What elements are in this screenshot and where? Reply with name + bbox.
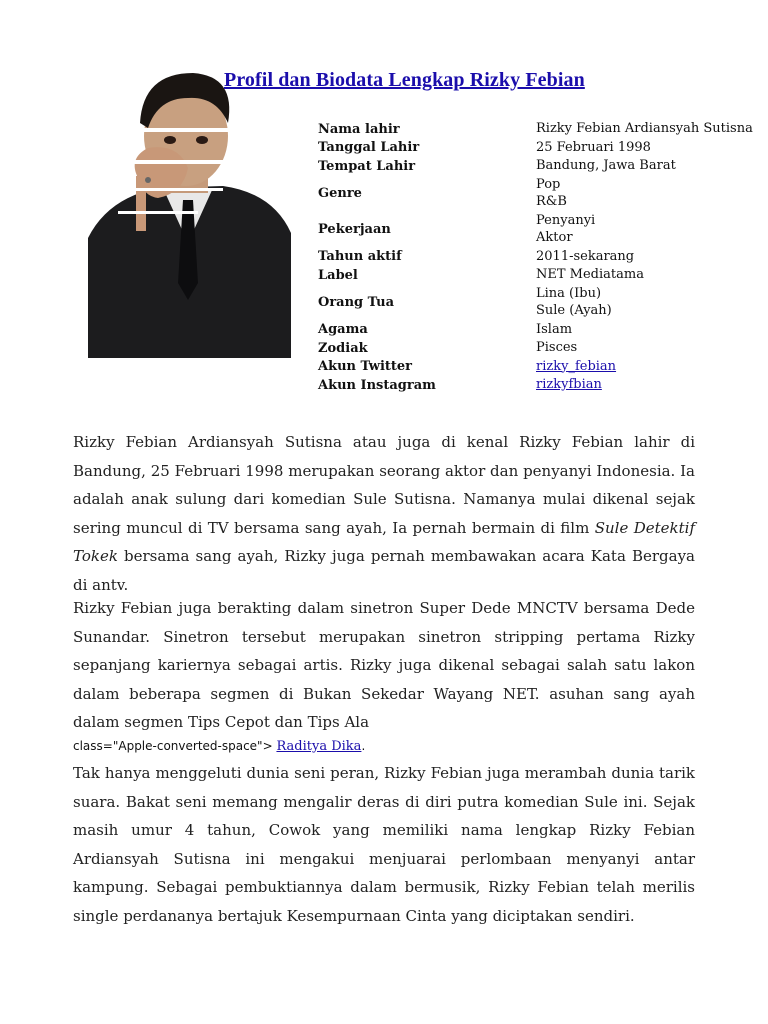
film-title: Sule Detektif Tokek: [73, 518, 696, 565]
paragraph-music: Tak hanya menggeluti dunia seni peran, Rizky Febian juga merambah dunia tarik suara. Bakat seni memang mengalir deras di diri putra komedian Sule ini. Sejak masih umur 4 tahun, Cowok yang memiliki nama lengkap Rizky Febian Ardiansyah Sutisna ini mengakui menjuarai perlombaan menyanyi antar kampung. Sebagai pembuktiannya dalam bermusik, Rizky Febian telah merilis single perdananya bertajuk Kesempurnaan Cinta yang diciptakan sendiri.: [73, 764, 695, 925]
bio-key: Tempat Lahir: [318, 158, 416, 174]
bio-row-orang-tua: [318, 285, 758, 321]
profile-photo: [88, 68, 291, 358]
bio-value: Aktor: [536, 229, 573, 245]
paragraph-text: Rizky Febian Ardiansyah Sutisna atau juga di kenal Rizky Febian lahir di Bandung, 25 Februari 1998 merupakan seorang aktor dan penyanyi Indonesia. Ia adalah anak sulung dari komedian Sule Sutisna. Namanya mulai dikenal sejak sering muncul di TV bersama sang ayah, Ia pernah bermain di film: [73, 433, 695, 537]
bio-key: Akun Twitter: [318, 359, 413, 375]
bio-value: Pisces: [536, 340, 578, 355]
raditya-dika-link[interactable]: Raditya Dika: [276, 739, 362, 754]
code-text: class="Apple-converted-space">: [73, 739, 277, 753]
bio-row-twitter: [318, 358, 758, 377]
bio-key: Tanggal Lahir: [318, 140, 420, 156]
bio-key: Pekerjaan: [318, 222, 391, 237]
bio-key: Zodiak: [318, 340, 368, 356]
bio-row-label: [318, 266, 758, 285]
stray-code-line: [73, 739, 365, 754]
bio-row-zodiak: [318, 339, 758, 358]
bio-row-tempat-lahir: [318, 157, 758, 176]
bio-key: Orang Tua: [318, 295, 395, 310]
bio-value: Sule (Ayah): [536, 302, 612, 318]
bio-value: Pop: [536, 177, 561, 192]
bio-row-tanggal-lahir: [318, 139, 758, 158]
bio-row-genre: [318, 176, 758, 212]
paragraph-acting: Rizky Febian juga berakting dalam sinetron Super Dede MNCTV bersama Dede Sunandar. Sinetron tersebut merupakan sinetron stripping pertama Rizky sepanjang kariernya sebagai artis. Rizky juga dikenal sebagai salah satu lakon dalam beberapa segmen di Bukan Sekedar Wayang NET. asuhan sang ayah dalam segmen Tips Cepot dan Tips Ala: [73, 599, 695, 731]
bio-row-agama: [318, 321, 758, 340]
bio-value: Lina (Ibu): [536, 286, 602, 301]
bio-key: Tahun aktif: [318, 249, 402, 265]
bio-row-pekerjaan: [318, 212, 758, 248]
code-after: .: [361, 739, 366, 753]
bio-value: Bandung, Jawa Barat: [536, 158, 676, 173]
bio-table: [318, 120, 758, 395]
bio-value: Islam: [536, 321, 573, 337]
bio-key: Genre: [318, 186, 362, 201]
bio-value: Penyanyi: [536, 213, 596, 228]
bio-key: Akun Instagram: [318, 377, 436, 393]
twitter-link[interactable]: rizky_febian: [536, 358, 617, 374]
paragraph-intro: [73, 428, 695, 599]
bio-value: R&B: [536, 193, 567, 209]
bio-row-nama-lahir: [318, 120, 758, 139]
bio-value: 25 Februari 1998: [536, 139, 651, 155]
bio-row-tahun-aktif: [318, 248, 758, 267]
page-title[interactable]: Profil dan Biodata Lengkap Rizky Febian: [224, 69, 585, 91]
bio-row-instagram: [318, 376, 758, 395]
bio-key: Nama lahir: [318, 121, 400, 137]
bio-key: Agama: [318, 322, 368, 338]
instagram-link[interactable]: rizkyfbian: [536, 377, 602, 392]
bio-value: 2011-sekarang: [536, 248, 635, 264]
bio-key: Label: [318, 267, 358, 283]
bio-value: Rizky Febian Ardiansyah Sutisna: [536, 121, 753, 136]
bio-value: NET Mediatama: [536, 267, 644, 282]
paragraph-text: bersama sang ayah, Rizky juga pernah membawakan acara Kata Bergaya di antv.: [73, 547, 695, 594]
